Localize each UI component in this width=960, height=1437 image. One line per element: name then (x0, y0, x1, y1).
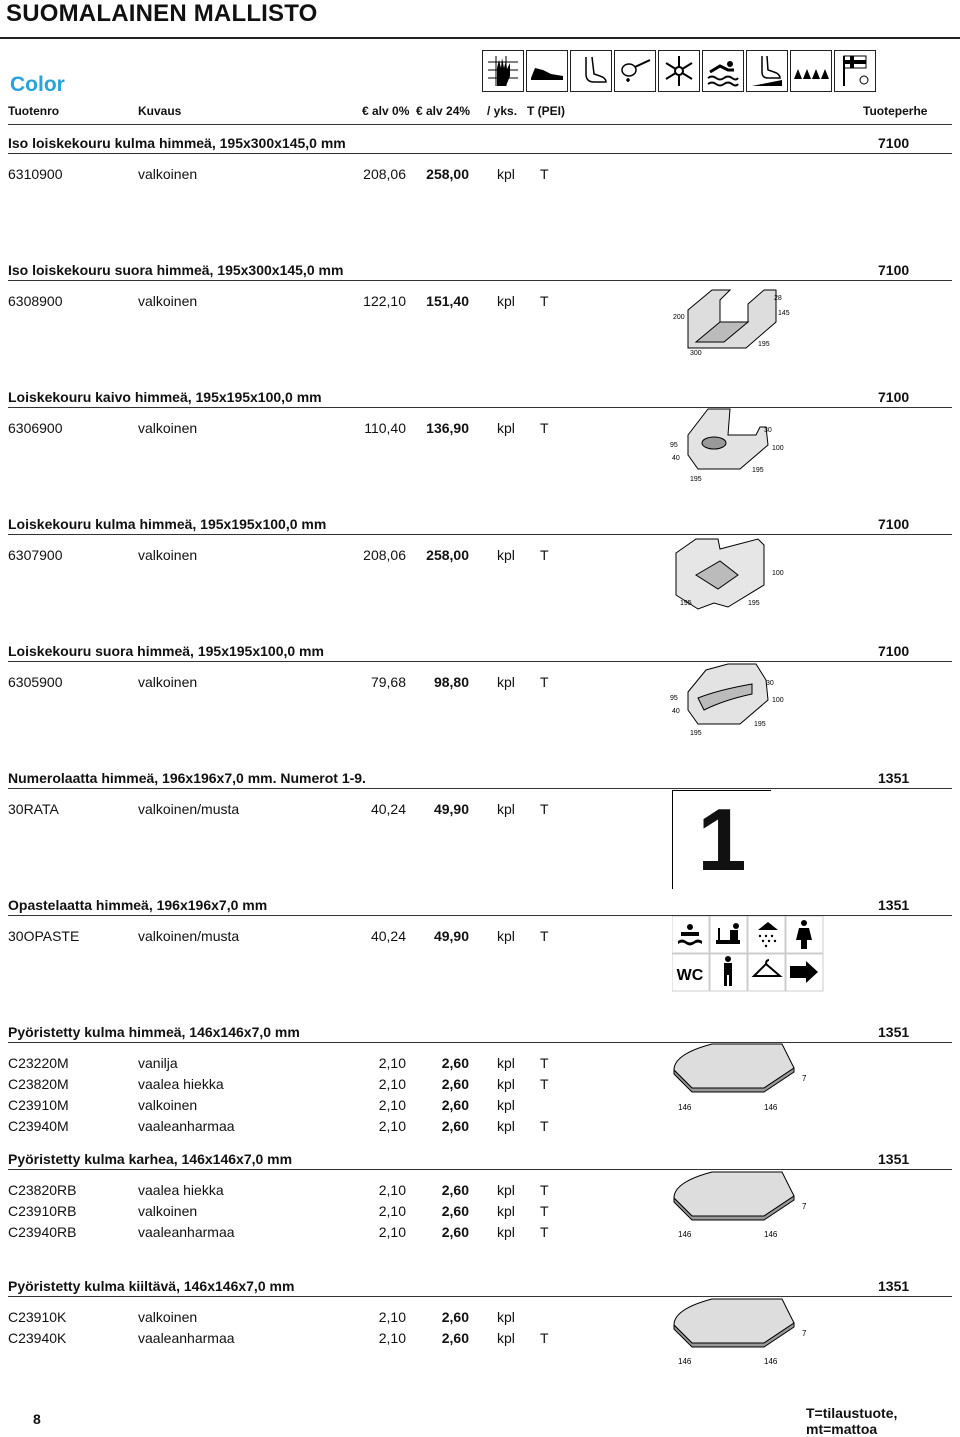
product-code: 6310900 (8, 166, 63, 182)
col-header-desc: Kuvaus (138, 104, 182, 118)
section-family: 7100 (878, 135, 910, 151)
dim-label: 146 (678, 1357, 692, 1366)
section-family: 1351 (878, 1278, 910, 1294)
product-desc: valkoinen (138, 1203, 198, 1219)
order-flag: T (540, 1076, 549, 1092)
order-flag: T (540, 674, 549, 690)
price-vat0: 40,24 (370, 801, 406, 817)
price-vat24: 2,60 (441, 1330, 469, 1346)
dim-label: 200 (673, 314, 685, 321)
unit: kpl (497, 1224, 515, 1240)
price-vat24: 2,60 (441, 1224, 469, 1240)
product-code: C23910RB (8, 1203, 77, 1219)
product-code: C23910M (8, 1097, 69, 1113)
bare-foot-icon (570, 50, 612, 92)
section-title: Loiskekouru kaivo himmeä, 195x195x100,0 mm (8, 389, 322, 405)
col-header-unit: / yks. (487, 104, 518, 118)
product-code: 6306900 (8, 420, 63, 436)
price-vat24: 258,00 (426, 166, 469, 182)
color-label: Color (10, 73, 65, 96)
section-title: Iso loiskekouru kulma himmeä, 195x300x145,0 mm (8, 135, 346, 151)
price-vat24: 49,90 (433, 801, 469, 817)
dim-label: 40 (672, 455, 680, 462)
hand-grid-icon (482, 50, 524, 92)
shoe-icon (526, 50, 568, 92)
product-code: 6308900 (8, 293, 63, 309)
number-tile-digit: 1 (697, 790, 747, 889)
price-vat24: 151,40 (426, 293, 469, 309)
order-flag: T (540, 1118, 549, 1134)
product-desc: valkoinen (138, 547, 198, 563)
section-family: 1351 (878, 897, 910, 913)
footer-note: T=tilaustuote, mt=mattoa (806, 1405, 898, 1437)
price-vat24: 2,60 (441, 1055, 469, 1071)
order-flag: T (540, 928, 549, 944)
rounded-corner-tile-illustration-3 (672, 1295, 812, 1371)
page-number: 8 (33, 1411, 41, 1427)
col-header-pei: T (PEI) (527, 104, 565, 118)
order-flag: T (540, 1330, 549, 1346)
price-vat0: 2,10 (378, 1055, 406, 1071)
gutter-well-illustration (668, 405, 798, 485)
dim-label: 195 (754, 721, 766, 728)
property-icons (482, 50, 878, 94)
product-desc: vaalea hiekka (138, 1182, 224, 1198)
unit: kpl (497, 1118, 515, 1134)
price-vat0: 208,06 (363, 166, 406, 182)
dim-label: 100 (772, 445, 784, 452)
unit: kpl (497, 801, 515, 817)
product-desc: vaalea hiekka (138, 1076, 224, 1092)
price-vat24: 98,80 (433, 674, 469, 690)
dim-label: 100 (772, 697, 784, 704)
product-code: 6307900 (8, 547, 63, 563)
price-vat0: 122,10 (363, 293, 406, 309)
section-title: Opastelaatta himmeä, 196x196x7,0 mm (8, 897, 268, 913)
product-code: C23820RB (8, 1182, 77, 1198)
price-vat24: 2,60 (441, 1203, 469, 1219)
product-desc: vaaleanharmaa (138, 1118, 235, 1134)
price-vat0: 2,10 (378, 1076, 406, 1092)
order-flag: T (540, 293, 549, 309)
order-flag: T (540, 1224, 549, 1240)
price-vat0: 2,10 (378, 1118, 406, 1134)
product-desc: valkoinen (138, 674, 198, 690)
dim-label: 7 (802, 1074, 807, 1083)
snowflake-icon (658, 50, 700, 92)
dim-label: 146 (764, 1357, 778, 1366)
col-header-family: Tuoteperhe (863, 104, 928, 118)
section-title: Numerolaatta himmeä, 196x196x7,0 mm. Numerot 1-9. (8, 770, 366, 786)
unit: kpl (497, 1182, 515, 1198)
section-rule (8, 280, 952, 281)
rounded-corner-tile-illustration-2 (672, 1168, 812, 1244)
price-vat24: 136,90 (426, 420, 469, 436)
product-code: C23940RB (8, 1224, 77, 1240)
section-rule (8, 407, 952, 408)
product-desc: vaaleanharmaa (138, 1330, 235, 1346)
section-title: Pyöristetty kulma himmeä, 146x146x7,0 mm (8, 1024, 300, 1040)
foot-ramp-icon (746, 50, 788, 92)
unit: kpl (497, 674, 515, 690)
order-flag: T (540, 547, 549, 563)
title-rule (0, 37, 960, 39)
order-flag: T (540, 1182, 549, 1198)
sign-tiles-illustration (672, 916, 824, 992)
unit: kpl (497, 1203, 515, 1219)
gutter-corner-illustration (668, 535, 798, 615)
order-flag: T (540, 801, 549, 817)
dim-label: 195 (752, 467, 764, 474)
product-desc: vaaleanharmaa (138, 1224, 235, 1240)
price-vat24: 2,60 (441, 1076, 469, 1092)
dim-label: 146 (678, 1103, 692, 1112)
section-rule (8, 788, 952, 789)
unit: kpl (497, 166, 515, 182)
section-family: 1351 (878, 770, 910, 786)
order-flag: T (540, 420, 549, 436)
dim-label: 7 (802, 1329, 807, 1338)
dim-label: 195 (690, 730, 702, 737)
section-title: Loiskekouru kulma himmeä, 195x195x100,0 mm (8, 516, 327, 532)
price-vat24: 258,00 (426, 547, 469, 563)
price-vat0: 2,10 (378, 1309, 406, 1325)
order-flag: T (540, 1055, 549, 1071)
swimmer-icon (702, 50, 744, 92)
dim-label: 40 (672, 708, 680, 715)
unit: kpl (497, 1330, 515, 1346)
dim-label: 95 (670, 695, 678, 702)
unit: kpl (497, 420, 515, 436)
col-header-vat0: € alv 0% (362, 104, 410, 118)
dim-label: 195 (758, 341, 770, 348)
gutter-straight-illustration (668, 660, 798, 740)
product-code: 30OPASTE (8, 928, 80, 944)
price-vat24: 49,90 (433, 928, 469, 944)
section-title: Pyöristetty kulma karhea, 146x146x7,0 mm (8, 1151, 293, 1167)
product-desc: valkoinen/musta (138, 928, 240, 944)
dim-label: 30 (766, 680, 774, 687)
section-family: 1351 (878, 1024, 910, 1040)
product-desc: valkoinen (138, 1309, 198, 1325)
unit: kpl (497, 547, 515, 563)
price-vat0: 2,10 (378, 1203, 406, 1219)
section-family: 7100 (878, 516, 910, 532)
product-desc: valkoinen (138, 420, 198, 436)
unit: kpl (497, 1055, 515, 1071)
price-vat0: 2,10 (378, 1224, 406, 1240)
dim-label: 95 (670, 442, 678, 449)
dim-label: 145 (778, 310, 790, 317)
price-vat0: 79,68 (370, 674, 406, 690)
unit: kpl (497, 928, 515, 944)
section-title: Iso loiskekouru suora himmeä, 195x300x145,0 mm (8, 262, 344, 278)
big-straight-gutter-illustration (668, 282, 798, 362)
section-family: 7100 (878, 262, 910, 278)
number-tile-illustration (672, 790, 771, 889)
product-desc: valkoinen/musta (138, 801, 240, 817)
product-desc: valkoinen (138, 293, 198, 309)
product-code: C23940M (8, 1118, 69, 1134)
price-vat0: 2,10 (378, 1097, 406, 1113)
unit: kpl (497, 1309, 515, 1325)
unit: kpl (497, 1097, 515, 1113)
price-vat0: 2,10 (378, 1182, 406, 1198)
product-code: 30RATA (8, 801, 59, 817)
order-flag: T (540, 166, 549, 182)
finnish-flag-key-icon (834, 50, 876, 92)
product-code: C23220M (8, 1055, 69, 1071)
product-code: C23940K (8, 1330, 67, 1346)
price-vat0: 2,10 (378, 1330, 406, 1346)
product-code: C23910K (8, 1309, 67, 1325)
product-code: 6305900 (8, 674, 63, 690)
dim-label: 195 (748, 600, 760, 607)
section-family: 7100 (878, 643, 910, 659)
product-desc: valkoinen (138, 1097, 198, 1113)
dim-label: 195 (680, 600, 692, 607)
section-title: Pyöristetty kulma kiiltävä, 146x146x7,0 mm (8, 1278, 295, 1294)
dim-label: 146 (764, 1103, 778, 1112)
unit: kpl (497, 293, 515, 309)
section-family: 7100 (878, 389, 910, 405)
unit: kpl (497, 1076, 515, 1092)
header-rule (8, 124, 952, 125)
dim-label: 7 (802, 1202, 807, 1211)
price-vat0: 40,24 (370, 928, 406, 944)
spoon-drop-icon (614, 50, 656, 92)
price-vat24: 2,60 (441, 1309, 469, 1325)
product-code: C23820M (8, 1076, 69, 1092)
price-vat24: 2,60 (441, 1118, 469, 1134)
order-flag: T (540, 1203, 549, 1219)
dim-label: 28 (774, 295, 782, 302)
section-rule (8, 661, 952, 662)
price-vat0: 110,40 (364, 420, 406, 436)
price-vat0: 208,06 (363, 547, 406, 563)
dim-label: 195 (690, 476, 702, 483)
triangles-icon (790, 50, 832, 92)
col-header-code: Tuotenro (8, 104, 60, 118)
price-vat24: 2,60 (441, 1097, 469, 1113)
page-title: SUOMALAINEN MALLISTO (6, 0, 318, 27)
product-desc: vanilja (138, 1055, 178, 1071)
dim-label: 146 (764, 1230, 778, 1239)
wc-sign-text: WC (676, 967, 704, 984)
section-rule (8, 534, 952, 535)
product-desc: valkoinen (138, 166, 198, 182)
dim-label: 30 (764, 427, 772, 434)
section-rule (8, 153, 952, 154)
section-title: Loiskekouru suora himmeä, 195x195x100,0 mm (8, 643, 324, 659)
rounded-corner-tile-illustration-1 (672, 1040, 812, 1116)
dim-label: 146 (678, 1230, 692, 1239)
dim-label: 300 (690, 350, 702, 357)
section-family: 1351 (878, 1151, 910, 1167)
price-vat24: 2,60 (441, 1182, 469, 1198)
col-header-vat24: € alv 24% (416, 104, 471, 118)
dim-label: 100 (772, 570, 784, 577)
